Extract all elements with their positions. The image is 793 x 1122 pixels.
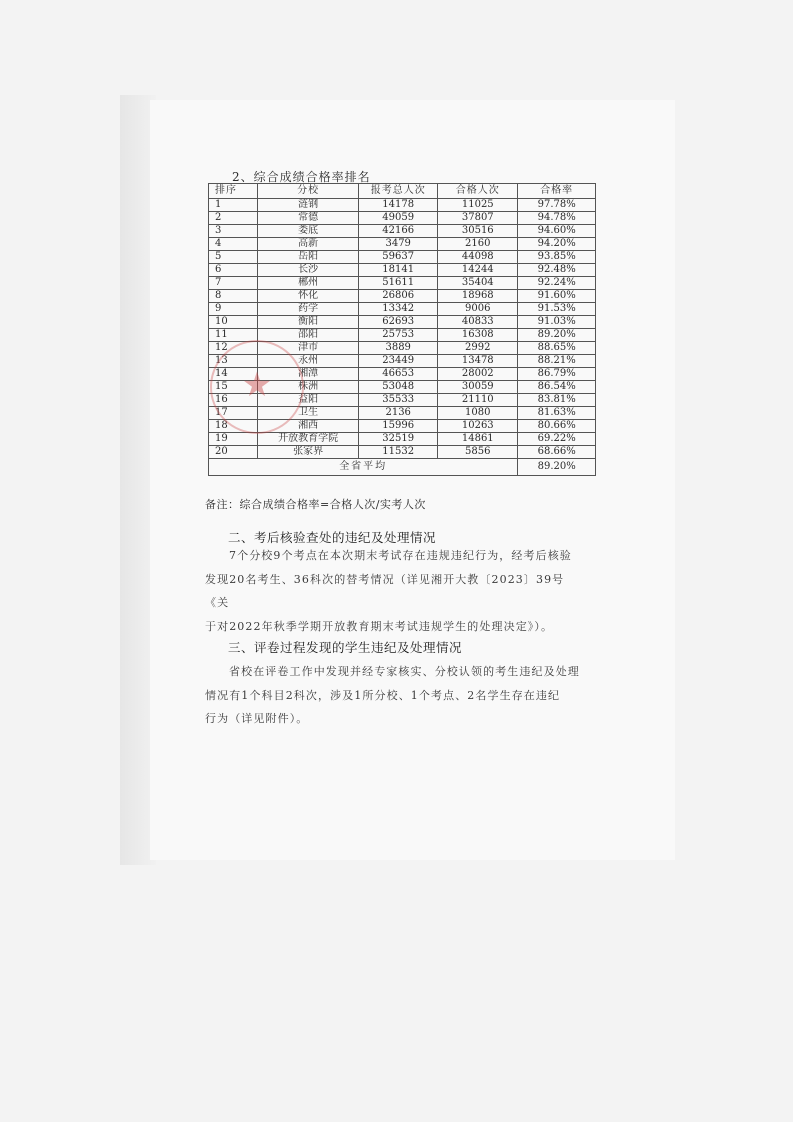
cell-total: 46653 [359,368,438,381]
cell-total: 62693 [359,316,438,329]
table-row [209,277,596,290]
cell-passed: 13478 [438,355,518,368]
cell-rate: 69.22% [518,433,596,446]
cell-branch: 株洲 [258,381,359,394]
cell-passed: 28002 [438,368,518,381]
cell-passed: 16308 [438,329,518,342]
table-row [209,446,596,459]
cell-rate: 94.60% [518,225,596,238]
section3-line2: 情况有1个科目2科次，涉及1所分校、1个考点、2名学生存在违纪 [205,688,561,702]
cell-passed: 37807 [438,212,518,225]
cell-total: 26806 [359,290,438,303]
cell-total: 53048 [359,381,438,394]
cell-rate: 92.24% [518,277,596,290]
cell-branch: 药学 [258,303,359,316]
cell-total: 14178 [359,199,438,212]
table-row [209,329,596,342]
cell-total: 11532 [359,446,438,459]
cell-passed: 1080 [438,407,518,420]
cell-branch: 湘西 [258,420,359,433]
cell-branch: 娄底 [258,225,359,238]
cell-branch: 岳阳 [258,251,359,264]
cell-rank: 6 [209,264,258,277]
section2-line2: 发现20名考生、36科次的替考情况（详见湘开大教〔2023〕39号《关 [205,572,565,609]
cell-rate: 83.81% [518,394,596,407]
cell-total: 18141 [359,264,438,277]
table-row [209,290,596,303]
cell-branch: 高新 [258,238,359,251]
seal-stamp: ★ [210,340,304,434]
cell-branch: 常德 [258,212,359,225]
cell-rate: 80.66% [518,420,596,433]
cell-total: 32519 [359,433,438,446]
average-value: 89.20% [518,459,596,476]
cell-branch: 长沙 [258,264,359,277]
cell-rate: 97.78% [518,199,596,212]
cell-rank: 3 [209,225,258,238]
cell-passed: 35404 [438,277,518,290]
cell-rank: 17 [209,407,258,420]
cell-rate: 91.53% [518,303,596,316]
cell-total: 51611 [359,277,438,290]
cell-rank: 12 [209,342,258,355]
cell-passed: 30516 [438,225,518,238]
cell-rank: 11 [209,329,258,342]
cell-total: 35533 [359,394,438,407]
cell-passed: 14861 [438,433,518,446]
cell-branch: 张家界 [258,446,359,459]
cell-branch: 怀化 [258,290,359,303]
section2-line3: 于对2022年秋季学期开放教育期末考试违规学生的处理决定》）。 [205,619,554,633]
table-row [209,251,596,264]
cell-rate: 94.78% [518,212,596,225]
cell-rank: 13 [209,355,258,368]
table-row [209,199,596,212]
table-row [209,238,596,251]
cell-passed: 10263 [438,420,518,433]
section3-heading: 三、评卷过程发现的学生违纪及处理情况 [228,640,463,655]
cell-rate: 88.65% [518,342,596,355]
cell-total: 15996 [359,420,438,433]
cell-rank: 9 [209,303,258,316]
cell-total: 3889 [359,342,438,355]
cell-rank: 18 [209,420,258,433]
table-average-row [209,459,596,476]
cell-total: 23449 [359,355,438,368]
cell-rank: 19 [209,433,258,446]
cell-branch: 衡阳 [258,316,359,329]
cell-rank: 10 [209,316,258,329]
section3-paragraph [205,660,585,731]
cell-rank: 15 [209,381,258,394]
table-row [209,225,596,238]
section2-paragraph [205,544,585,638]
table-row [209,433,596,446]
cell-rate: 86.79% [518,368,596,381]
cell-total: 2136 [359,407,438,420]
header-total: 报考总人次 [359,184,438,199]
average-label: 全省平均 [209,459,518,476]
cell-passed: 14244 [438,264,518,277]
cell-rank: 2 [209,212,258,225]
table-row [209,316,596,329]
header-branch: 分校 [258,184,359,199]
cell-branch: 邵阳 [258,329,359,342]
cell-passed: 2160 [438,238,518,251]
cell-rate: 94.20% [518,238,596,251]
table-row [209,212,596,225]
cell-rank: 7 [209,277,258,290]
cell-rank: 14 [209,368,258,381]
header-rate: 合格率 [518,184,596,199]
cell-rank: 5 [209,251,258,264]
table-header-row [209,184,596,199]
cell-passed: 30059 [438,381,518,394]
cell-rate: 91.60% [518,290,596,303]
table-note: 备注：综合成绩合格率=合格人次/实考人次 [205,498,426,511]
header-passed: 合格人次 [438,184,518,199]
cell-total: 42166 [359,225,438,238]
cell-branch: 涟钢 [258,199,359,212]
cell-passed: 21110 [438,394,518,407]
cell-passed: 40833 [438,316,518,329]
cell-branch: 开放教育学院 [258,433,359,446]
cell-passed: 9006 [438,303,518,316]
section3-line3: 行为（详见附件）。 [205,712,309,725]
cell-branch: 津市 [258,342,359,355]
cell-rank: 1 [209,199,258,212]
cell-rank: 8 [209,290,258,303]
cell-branch: 郴州 [258,277,359,290]
table-row [209,264,596,277]
section3-line1: 省校在评卷工作中发现并经专家核实、分校认领的考生违纪及处理 [229,665,580,678]
cell-total: 13342 [359,303,438,316]
cell-branch: 永州 [258,355,359,368]
cell-branch: 卫生 [258,407,359,420]
cell-total: 3479 [359,238,438,251]
cell-passed: 11025 [438,199,518,212]
section2-line1: 7个分校9个考点在本次期末考试存在违规违纪行为，经考后核验 [229,549,572,562]
cell-rate: 81.63% [518,407,596,420]
cell-rate: 91.03% [518,316,596,329]
cell-total: 49059 [359,212,438,225]
cell-rank: 20 [209,446,258,459]
section-title: 2、综合成绩合格率排名 [232,170,371,184]
cell-branch: 益阳 [258,394,359,407]
cell-branch: 湘潭 [258,368,359,381]
cell-rate: 88.21% [518,355,596,368]
cell-passed: 5856 [438,446,518,459]
cell-total: 59637 [359,251,438,264]
table-row [209,303,596,316]
cell-rate: 89.20% [518,329,596,342]
section2-heading: 二、考后核验查处的违纪及处理情况 [228,530,437,545]
cell-passed: 18968 [438,290,518,303]
header-rank: 排序 [209,184,258,199]
cell-total: 25753 [359,329,438,342]
cell-rank: 4 [209,238,258,251]
cell-rank: 16 [209,394,258,407]
cell-rate: 86.54% [518,381,596,394]
cell-passed: 44098 [438,251,518,264]
cell-rate: 68.66% [518,446,596,459]
cell-passed: 2992 [438,342,518,355]
cell-rate: 92.48% [518,264,596,277]
cell-rate: 93.85% [518,251,596,264]
